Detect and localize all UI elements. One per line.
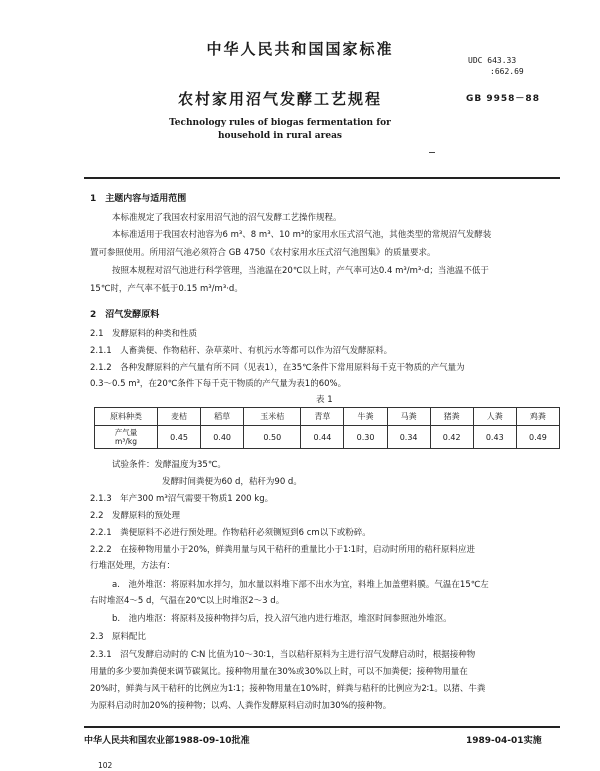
clause: 2.2 发酵原料的预处理 [90, 511, 181, 521]
paragraph: 置可参照使用。所用沼气池必须符合 GB 4750《农村家用水压式沼气池图集》的质量要求。 [90, 248, 436, 258]
footer-divider [84, 726, 560, 728]
table-value-row [95, 426, 560, 449]
table-header-cell: 人粪 [473, 408, 516, 426]
gas-yield-table [94, 407, 560, 449]
row-label-line-1: 产气量 [114, 428, 138, 437]
page-number: 102 [98, 761, 113, 770]
section-1-heading: 1 主题内容与适用范围 [90, 194, 187, 204]
udc-code [468, 55, 524, 77]
document-title: 农村家用沼气发酵工艺规程 [177, 90, 382, 108]
row-label-line-2: m³/kg [115, 437, 137, 446]
clause: 2.1.2 各种发酵原料的产气量有所不同（见表1），在35℃条件下常用原料每千克干物质的产气量为 [90, 363, 465, 373]
table-header-cell: 稻草 [201, 408, 244, 426]
table-cell: 0.44 [301, 426, 344, 449]
list-item: a. 池外堆沤：将原料加水拌匀，加水量以料堆下部不出水为宜，料堆上加盖塑料膜。气温在15℃左 [112, 580, 489, 590]
table-cell: 0.34 [387, 426, 430, 449]
udc-line-1: UDC 643.33 [468, 56, 517, 65]
clause: 20%时，鲜粪与风干秸秆的比例应为1∶1；接种物用量在10%时，鲜粪与秸秆的比例应为2∶1。以猪、牛粪 [90, 684, 486, 694]
test-condition: 试验条件：发酵温度为35℃。 [112, 460, 226, 470]
clause: 2.2.2 在接种物用量小于20%，鲜粪用量与风干秸秆的重量比小于1∶1时，启动时所用的秸秆原料应进 [90, 545, 476, 555]
udc-line-2: :662.69 [490, 67, 524, 76]
table-header-cell: 猪粪 [430, 408, 473, 426]
table-cell: 0.49 [516, 426, 559, 449]
table-cell: 0.43 [473, 426, 516, 449]
section-2-heading: 2 沼气发酵原料 [90, 310, 160, 320]
gb-number: GB 9958－88 [466, 94, 540, 104]
clause: 行堆沤处理，方法有： [90, 561, 176, 571]
table-header-cell: 牛粪 [344, 408, 387, 426]
list-item: 右时堆沤4～5 d，气温在20℃以上时堆沤2～3 d。 [90, 596, 285, 606]
table-cell: 0.40 [201, 426, 244, 449]
table-header-row [95, 408, 560, 426]
clause: 2.2.1 粪便原料不必进行预处理。作物秸秆必须铡短到6 cm以下或粉碎。 [90, 528, 371, 538]
table-header-cell: 鸡粪 [516, 408, 559, 426]
implementation-date: 1989-04-01实施 [466, 736, 542, 746]
table-header-cell: 马粪 [387, 408, 430, 426]
approval-note: 中华人民共和国农业部1988-09-10批准 [84, 736, 250, 746]
table-cell: 0.50 [244, 426, 301, 449]
table-row-label [95, 426, 158, 449]
table-cell: 0.42 [430, 426, 473, 449]
paragraph: 按照本规程对沼气池进行科学管理，当池温在20℃以上时，产气率可达0.4 m³/m³·d；当池温不低于 [112, 266, 489, 276]
table-title: 表 1 [316, 395, 333, 405]
table-header-label: 原料种类 [95, 408, 158, 426]
list-item: b. 池内堆沤：将原料及接种物拌匀后，投入沼气池内进行堆沤，堆沤时间参照池外堆沤。 [112, 614, 452, 624]
clause: 2.3.1 沼气发酵启动时的 C∶N 比值为10～30∶1，当以秸秆原料为主进行沼气发酵启动时，根据接种物 [90, 650, 476, 660]
decorative-mark [429, 152, 435, 153]
table-header-cell: 青草 [301, 408, 344, 426]
standard-header: 中华人民共和国国家标准 [206, 40, 394, 58]
clause: 2.3 原料配比 [90, 632, 147, 642]
paragraph: 本标准规定了我国农村家用沼气池的沼气发酵工艺操作规程。 [112, 213, 342, 223]
table-cell: 0.45 [158, 426, 201, 449]
clause: 2.1 发酵原料的种类和性质 [90, 329, 198, 339]
clause: 用量的多少要加粪便来调节碳氮比。接种物用量在30%或30%以上时，可以不加粪便；接种物用量在 [90, 667, 468, 677]
clause: 2.1.3 年产300 m³沼气需要干物质1 200 kg。 [90, 494, 274, 504]
table-cell: 0.30 [344, 426, 387, 449]
clause: 0.3～0.5 m³，在20℃条件下每千克干物质的产气量为表1的60%。 [90, 379, 347, 389]
paragraph: 本标准适用于我国农村池容为6 m³、8 m³、10 m³的家用水压式沼气池，其他类型的常规沼气发酵装 [112, 230, 492, 240]
table-header-cell: 麦桔 [158, 408, 201, 426]
paragraph: 15℃时，产气率不低于0.15 m³/m³·d。 [90, 284, 243, 294]
clause: 2.1.1 人畜粪便、作物秸秆、杂草菜叶、有机污水等都可以作为沼气发酵原料。 [90, 346, 393, 356]
clause: 为原料启动时加20%的接种物；以鸡、人粪作发酵原料启动时加30%的接种物。 [90, 701, 392, 711]
english-title-line-2: household in rural areas [218, 131, 342, 141]
test-condition: 发酵时间粪便为60 d，秸秆为90 d。 [162, 477, 302, 487]
header-divider [84, 177, 560, 179]
english-title-line-1: Technology rules of biogas fermentation for [169, 118, 391, 128]
table-header-cell: 玉米桔 [244, 408, 301, 426]
